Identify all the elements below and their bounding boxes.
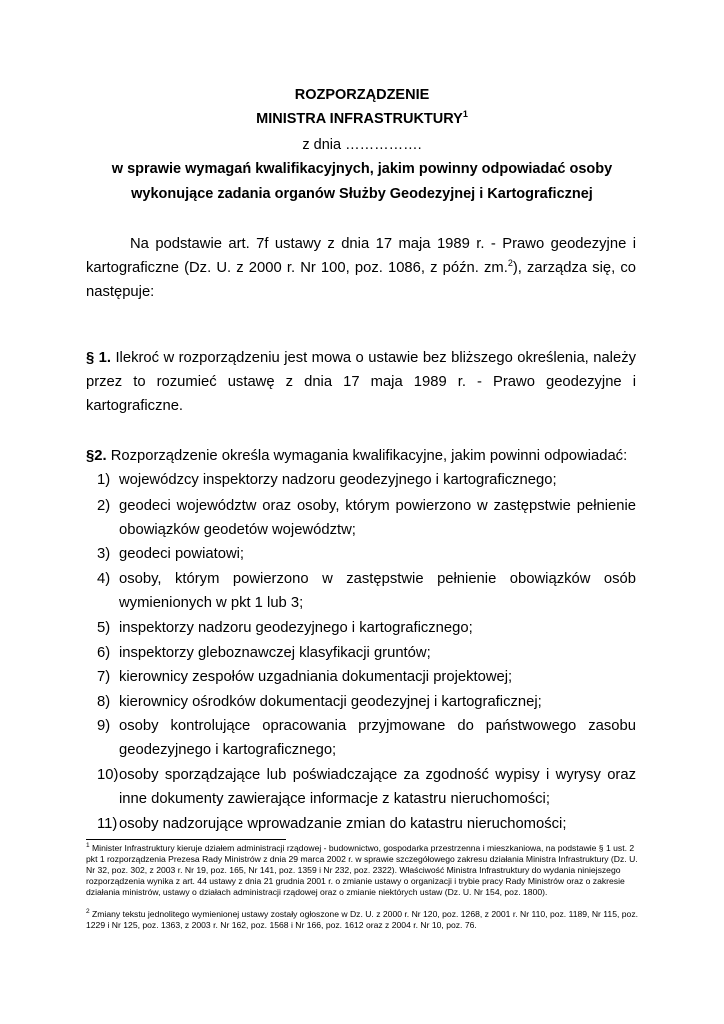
footnote-text: Zmiany tekstu jednolitego wymienionej ustawy zostały ogłoszone w Dz. U. z 2000 r. Nr 120, poz. 1268, z 2001 r. Nr 110, poz. 1189, Nr 115, poz. 1229 i Nr 125, poz. 1363, z 2003 r. Nr 162, poz. 1568 i Nr 166, poz. 1612 oraz z 2004 r. Nr 10, poz. 76. — [86, 909, 638, 930]
list-item-number: 8) — [97, 694, 111, 710]
list-item — [86, 763, 636, 811]
list-item-number: 4) — [97, 571, 111, 587]
list-item-text: kierownicy zespołów uzgadniania dokumentacji projektowej; — [119, 669, 513, 685]
subject-line-1: w sprawie wymagań kwalifikacyjnych, jakim powinny odpowiadać osoby — [111, 161, 613, 177]
section-1-text: Ilekroć w rozporządzeniu jest mowa o ustawie bez bliższego określenia, należy przez to rozumieć ustawę z dnia 17 maja 1989 r. - Prawo geodezyjne i kartograficzne. — [86, 350, 636, 414]
footnote-number: 1 — [86, 842, 90, 850]
list-item — [86, 812, 636, 836]
section-2-intro — [86, 444, 636, 468]
list-item-number: 9) — [97, 718, 111, 734]
list-item-text: inspektorzy nadzoru geodezyjnego i kartograficznego; — [119, 620, 473, 636]
preamble — [86, 232, 636, 304]
list-item-text: osoby kontrolujące opracowania przyjmowane do państwowego zasobu geodezyjnego i kartograficznego; — [119, 718, 636, 758]
list-item-text: geodeci województw oraz osoby, którym powierzono w zastępstwie pełnienie obowiązków geodetów województw; — [119, 498, 636, 538]
list-item-number: 5) — [97, 620, 111, 636]
footnote-ref-1: 1 — [462, 109, 468, 120]
authority-name: MINISTRA INFRASTRUKTURY — [256, 111, 463, 127]
list-item — [86, 641, 636, 665]
list-item-number: 7) — [97, 669, 111, 685]
list-item — [86, 714, 636, 762]
list-item — [86, 665, 636, 689]
list-item-text: wojewódzcy inspektorzy nadzoru geodezyjnego i kartograficznego; — [119, 472, 557, 488]
footnote-separator — [86, 839, 286, 840]
list-item-text: osoby sporządzające lub poświadczające za zgodność wypisy i wyrysy oraz inne dokumenty zawierające informacje z katastru nieruchomości; — [119, 767, 636, 807]
preamble-text: Na podstawie art. 7f ustawy z dnia 17 maja 1989 r. - Prawo geodezyjne i kartograficzne (Dz. U. z 2000 r. Nr 100, poz. 1086, z późn. zm. — [86, 236, 636, 276]
list-item — [86, 567, 636, 615]
list-item — [86, 468, 636, 492]
list-item-text: osoby, którym powierzono w zastępstwie pełnienie obowiązków osób wymienionych w pkt 1 lub 3; — [119, 571, 636, 611]
subject-line-2: wykonujące zadania organów Służby Geodezyjnej i Kartograficznej — [131, 186, 593, 202]
section-2-label: §2. — [86, 448, 107, 464]
document-title: ROZPORZĄDZENIE — [294, 87, 430, 103]
footnote-1 — [86, 843, 638, 898]
section-1-label: § 1. — [86, 350, 112, 366]
section-2-intro-text: Rozporządzenie określa wymagania kwalifikacyjne, jakim powinni odpowiadać: — [106, 448, 628, 464]
list-item-text: geodeci powiatowi; — [119, 546, 245, 562]
list-item-number: 1) — [97, 472, 111, 488]
list-item-number: 10) — [97, 767, 119, 783]
list-item-text: kierownicy ośrodków dokumentacji geodezyjnej i kartograficznej; — [119, 694, 542, 710]
list-item-text: inspektorzy gleboznawczej klasyfikacji gruntów; — [119, 645, 431, 661]
preamble-text-end: ), zarządza się, co następuje: — [86, 260, 636, 300]
issuing-authority — [0, 110, 724, 128]
list-item-number: 3) — [97, 546, 111, 562]
footnote-ref-2: 2 — [507, 258, 513, 269]
footnote-text: Minister Infrastruktury kieruje działem administracji rządowej - budownictwo, gospodarka przestrzenna i mieszkaniowa, na podstawie § 1 ust. 2 pkt 1 rozporządzenia Prezesa Rady Ministrów z dnia 29 marca 2002 r. w sprawie szczegółowego zakresu działania Ministra Infrastruktury (Dz. U. Nr 32, poz. 302, z 2003 r. Nr 19, poz. 165, Nr 141, poz. 1359 i Nr 232, poz. 2322). Właściwość Ministra Infrastruktury do wydania niniejszego rozporządzenia wynika z art. 44 ustawy z dnia 21 grudnia 2001 r. o zmianie ustawy o organizacji i trybie pracy Rady Ministrów oraz o zakresie działania ministrów, ustawy o działach administracji rządowej oraz o zmianie niektórych ustaw (Dz. U. Nr 154, poz. 1800). — [86, 843, 638, 897]
list-item-number: 11) — [97, 816, 118, 832]
footnote-2 — [86, 909, 638, 931]
date-line: z dnia ……………. — [302, 137, 422, 153]
list-item-number: 2) — [97, 498, 111, 514]
list-item — [86, 690, 636, 714]
list-item-number: 6) — [97, 645, 111, 661]
list-item — [86, 494, 636, 542]
footnote-number: 2 — [86, 908, 90, 916]
list-item — [86, 616, 636, 640]
list-item-text: osoby nadzorujące wprowadzanie zmian do katastru nieruchomości; — [119, 816, 567, 832]
list-item — [86, 542, 636, 566]
section-1 — [86, 346, 636, 418]
